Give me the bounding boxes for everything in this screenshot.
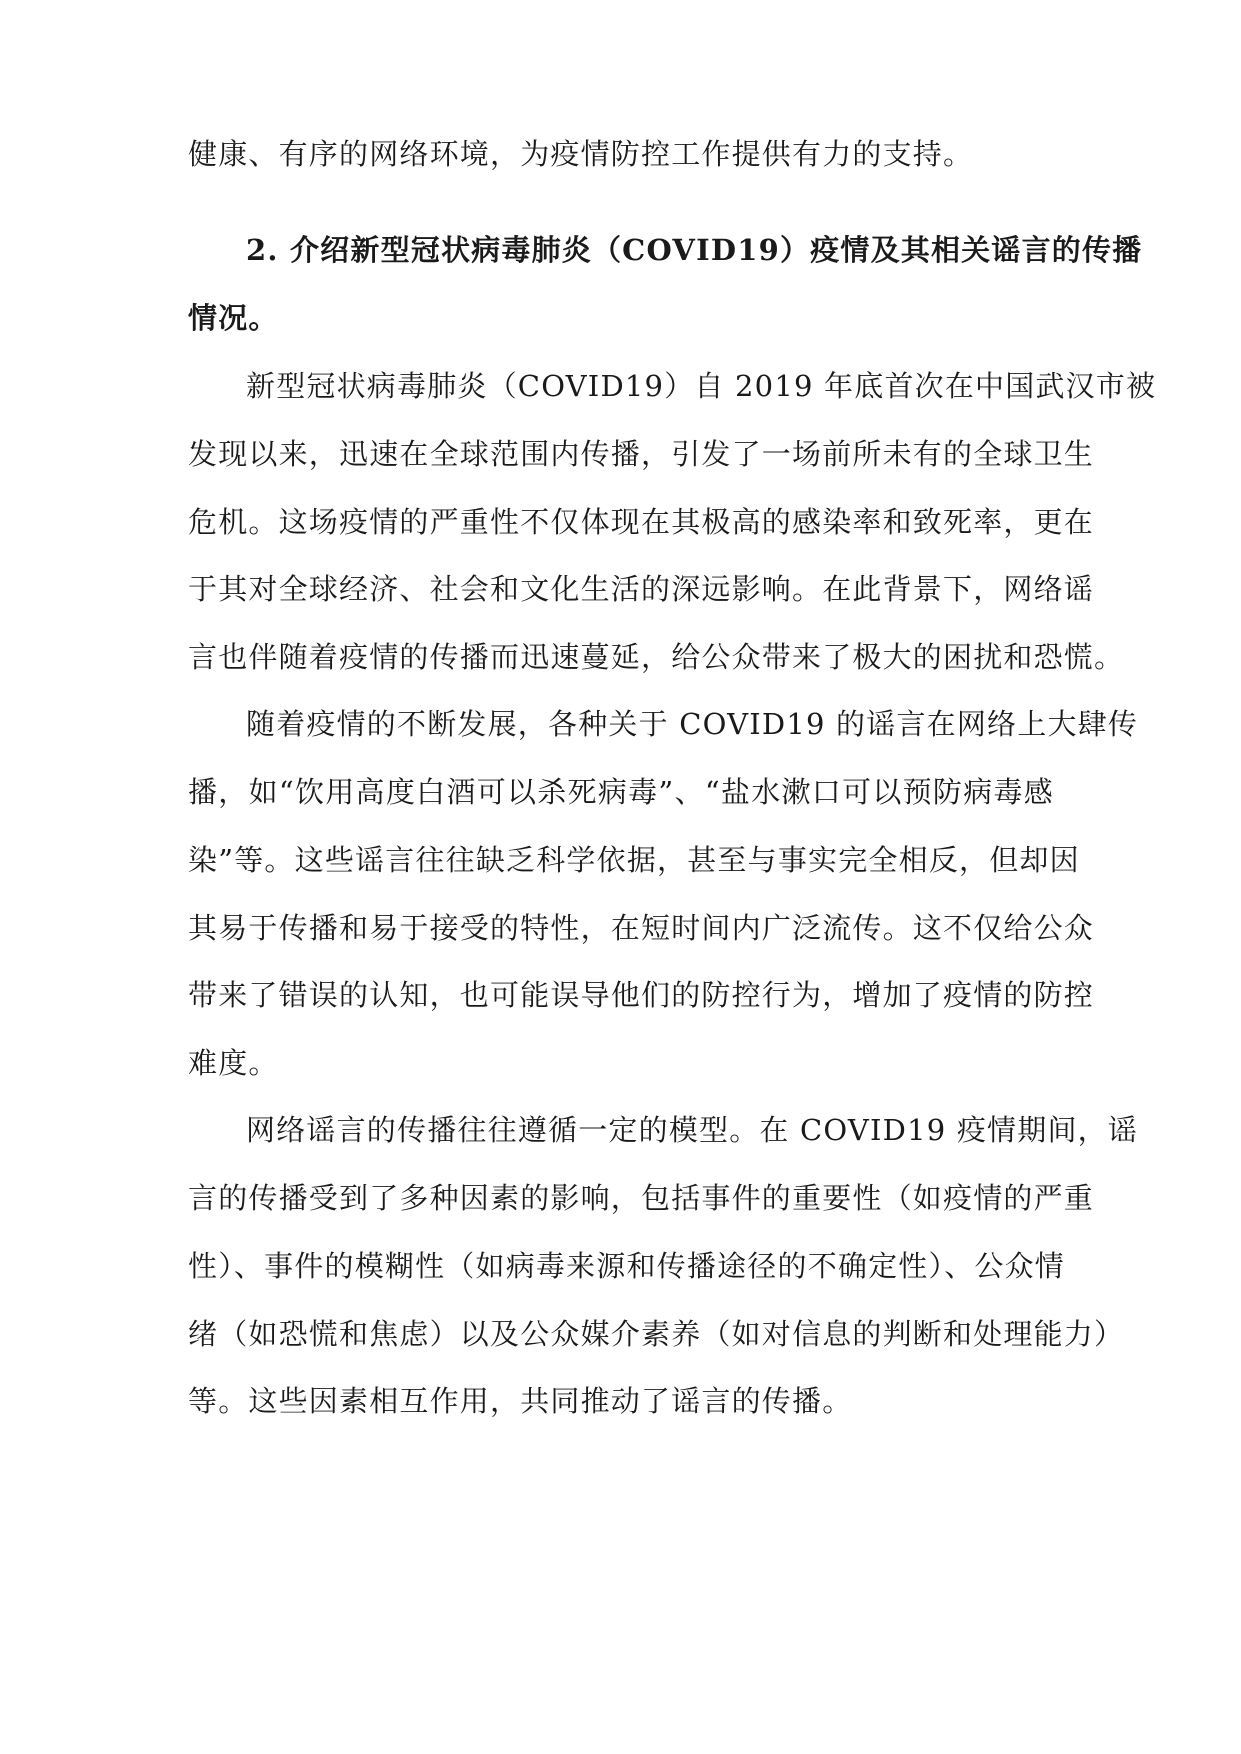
paragraph-line: 危机。这场疫情的严重性不仅体现在其极高的感染率和致死率，更在 — [188, 505, 1095, 539]
paragraph-line: 言也伴随着疫情的传播而迅速蔓延，给公众带来了极大的困扰和恐慌。 — [188, 640, 1125, 674]
paragraph-line: 绪（如恐慌和焦虑）以及公众媒介素养（如对信息的判断和处理能力） — [188, 1317, 1125, 1351]
paragraph-line: 带来了错误的认知，也可能误导他们的防控行为，增加了疫情的防控 — [188, 978, 1095, 1012]
paragraph-line: 其易于传播和易于接受的特性，在短时间内广泛流传。这不仅给公众 — [188, 911, 1095, 945]
paragraph-line: 性）、事件的模糊性（如病毒来源和传播途径的不确定性）、公众情 — [188, 1249, 1066, 1283]
paragraph-line: 新型冠状病毒肺炎（COVID19）自 2019 年底首次在中国武汉市被 — [246, 369, 1157, 403]
paragraph-line: 播，如“饮用高度白酒可以杀死病毒”、“盐水漱口可以预防病毒感 — [188, 775, 1054, 809]
paragraph-line: 等。这些因素相互作用，共同推动了谣言的传播。 — [188, 1384, 853, 1418]
paragraph-line: 发现以来，迅速在全球范围内传播，引发了一场前所未有的全球卫生 — [188, 437, 1095, 471]
paragraph-line: 于其对全球经济、社会和文化生活的深远影响。在此背景下，网络谣 — [188, 572, 1095, 606]
paragraph-line: 言的传播受到了多种因素的影响，包括事件的重要性（如疫情的严重 — [188, 1181, 1095, 1215]
paragraph-line: 健康、有序的网络环境，为疫情防控工作提供有力的支持。 — [188, 137, 974, 171]
paragraph-line: 随着疫情的不断发展，各种关于 COVID19 的谣言在网络上大肆传 — [246, 707, 1139, 741]
section-heading-line: 2. 介绍新型冠状病毒肺炎（COVID19）疫情及其相关谣言的传播 — [246, 233, 1143, 267]
paragraph-line: 网络谣言的传播往往遵循一定的模型。在 COVID19 疫情期间，谣 — [246, 1113, 1139, 1147]
section-heading-line: 情况。 — [188, 301, 279, 335]
paragraph-line: 染”等。这些谣言往往缺乏科学依据，甚至与事实完全相反，但却因 — [188, 843, 1080, 877]
paragraph-line: 难度。 — [188, 1046, 279, 1080]
